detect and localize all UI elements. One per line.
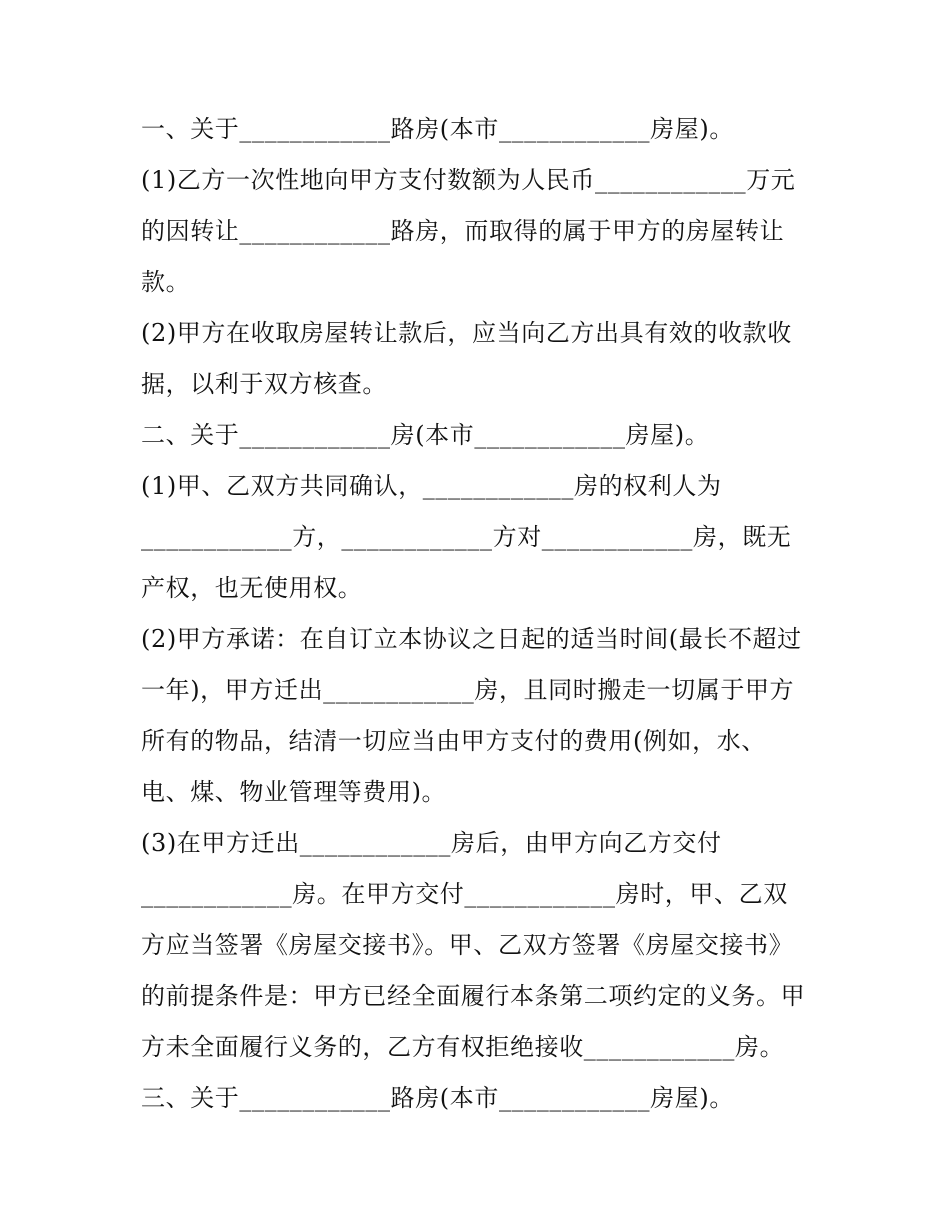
text-line: (3)在甲方迁出____________房后，由甲方向乙方交付	[141, 829, 722, 857]
text-line: 三、关于____________路房(本市____________房屋)。	[141, 1084, 734, 1112]
text-line: 二、关于____________房(本市____________房屋)。	[141, 421, 710, 449]
text-line: ____________方，____________方对____________房，既无	[141, 523, 792, 551]
text-line: (1)甲、乙双方共同确认，____________房的权利人为	[141, 472, 722, 500]
text-line: 方应当签署《房屋交接书》。甲、乙双方签署《房屋交接书》	[141, 931, 794, 959]
text-line: 的因转让____________路房，而取得的属于甲方的房屋转让	[141, 217, 785, 245]
text-line: ____________房。在甲方交付____________房时，甲、乙双	[141, 880, 788, 908]
text-line: 的前提条件是：甲方已经全面履行本条第二项约定的义务。甲	[141, 982, 806, 1010]
text-line: 据，以利于双方核查。	[141, 370, 387, 398]
text-line: 一年)，甲方迁出____________房，且同时搬走一切属于甲方	[141, 676, 795, 704]
text-line: (2)甲方在收取房屋转让款后，应当向乙方出具有效的收款收	[141, 319, 792, 347]
text-line: 一、关于____________路房(本市____________房屋)。	[141, 115, 734, 143]
text-line: (2)甲方承诺：在自订立本协议之日起的适当时间(最长不超过	[141, 625, 802, 653]
text-line: (1)乙方一次性地向甲方支付数额为人民币____________万元	[141, 166, 796, 194]
text-line: 方未全面履行义务的，乙方有权拒绝接收____________房。	[141, 1033, 785, 1061]
text-line: 所有的物品，结清一切应当由甲方支付的费用(例如，水、	[141, 727, 766, 755]
document-body	[141, 104, 821, 1124]
text-line: 产权，也无使用权。	[141, 574, 363, 602]
text-line: 电、煤、物业管理等费用)。	[141, 778, 447, 806]
text-line: 款。	[141, 268, 191, 296]
